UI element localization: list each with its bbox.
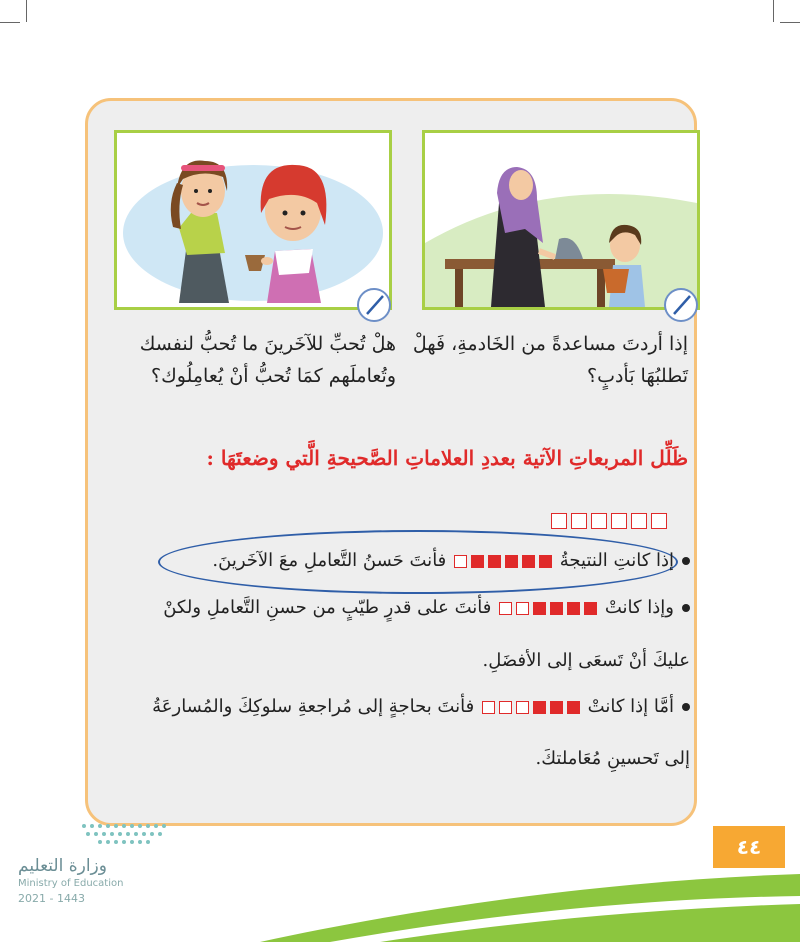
- bullet-icon: [682, 557, 690, 565]
- page-number: ٤٤: [713, 826, 785, 868]
- picture-frame-helper: [422, 130, 700, 310]
- result-squares: [474, 696, 582, 717]
- answer-squares: [549, 510, 669, 529]
- caption-line: وتُعاملَهم كمَا تُحبُّ أنْ يُعامِلُوك؟: [151, 365, 396, 387]
- ministry-name-arabic: وزارة التعليم: [18, 856, 107, 876]
- caption-friends: [108, 328, 396, 392]
- caption-line: تَطلبُهَا بَأدبٍ؟: [587, 365, 688, 387]
- result-squares: [491, 597, 599, 618]
- edition-year: 2021 - 1443: [18, 892, 85, 905]
- empty-square: [454, 555, 467, 568]
- filled-square: [488, 555, 501, 568]
- filled-square: [567, 701, 580, 714]
- result-suffix: فأنتَ حَسنُ التَّعاملِ معَ الآخَرينَ.: [212, 550, 447, 571]
- caption-helper: [400, 328, 688, 392]
- answer-square[interactable]: [611, 513, 627, 529]
- empty-square: [499, 701, 512, 714]
- filled-square: [522, 555, 535, 568]
- filled-square: [533, 602, 546, 615]
- result-line-good: [212, 550, 690, 571]
- filled-square: [505, 555, 518, 568]
- caption-line: هلْ تُحبِّ للآخَرينَ ما تُحبُّ لنفسك: [139, 333, 396, 355]
- illustration-girls: [117, 133, 389, 307]
- answer-square[interactable]: [591, 513, 607, 529]
- result-suffix: فأنتَ على قدرٍ طيّبٍ من حسنِ التَّعاملِ ولكنْ: [163, 597, 492, 618]
- filled-square: [550, 701, 563, 714]
- filled-square: [550, 602, 563, 615]
- answer-square[interactable]: [631, 513, 647, 529]
- empty-square: [482, 701, 495, 714]
- result-continuation: إلى تَحسينِ مُعَاملتكَ.: [535, 748, 690, 769]
- filled-square: [533, 701, 546, 714]
- filled-square: [539, 555, 552, 568]
- result-continuation: عليكَ أنْ تَسعَى إلى الأفضَلِ.: [482, 650, 690, 671]
- bullet-icon: [682, 703, 690, 711]
- empty-square: [499, 602, 512, 615]
- result-squares: [446, 550, 554, 571]
- answer-square[interactable]: [551, 513, 567, 529]
- answer-square[interactable]: [651, 513, 667, 529]
- picture-frame-friends: [114, 130, 392, 310]
- empty-square: [516, 602, 529, 615]
- empty-square: [516, 701, 529, 714]
- caption-line: إذا أردتَ مساعدةً من الخَادمةِ، فَهلْ: [412, 333, 688, 355]
- result-suffix: فأنتَ بحاجةٍ إلى مُراجعةِ سلوكِكَ والمُسارعَةُ: [152, 696, 475, 717]
- result-line-poor: [152, 696, 690, 717]
- result-prefix: وإذا كانتْ: [604, 597, 674, 618]
- bullet-icon: [682, 604, 690, 612]
- illustration-mother-maid: [425, 133, 697, 307]
- pencil-icon: [357, 288, 391, 322]
- answer-square[interactable]: [571, 513, 587, 529]
- result-prefix: أمَّا إذا كانتْ: [587, 696, 674, 717]
- ministry-logo-icon: [78, 820, 170, 850]
- result-line-fair: [163, 597, 690, 618]
- instruction-heading: ظَلِّل المربعاتِ الآتية بعددِ العلاماتِ الصَّحيحةِ الَّتي وضعتَهَا :: [206, 446, 688, 470]
- filled-square: [471, 555, 484, 568]
- pencil-icon: [664, 288, 698, 322]
- ministry-name-english: Ministry of Education: [18, 878, 124, 889]
- filled-square: [567, 602, 580, 615]
- filled-square: [584, 602, 597, 615]
- result-prefix: إذا كانتِ النتيجةُ: [559, 550, 674, 571]
